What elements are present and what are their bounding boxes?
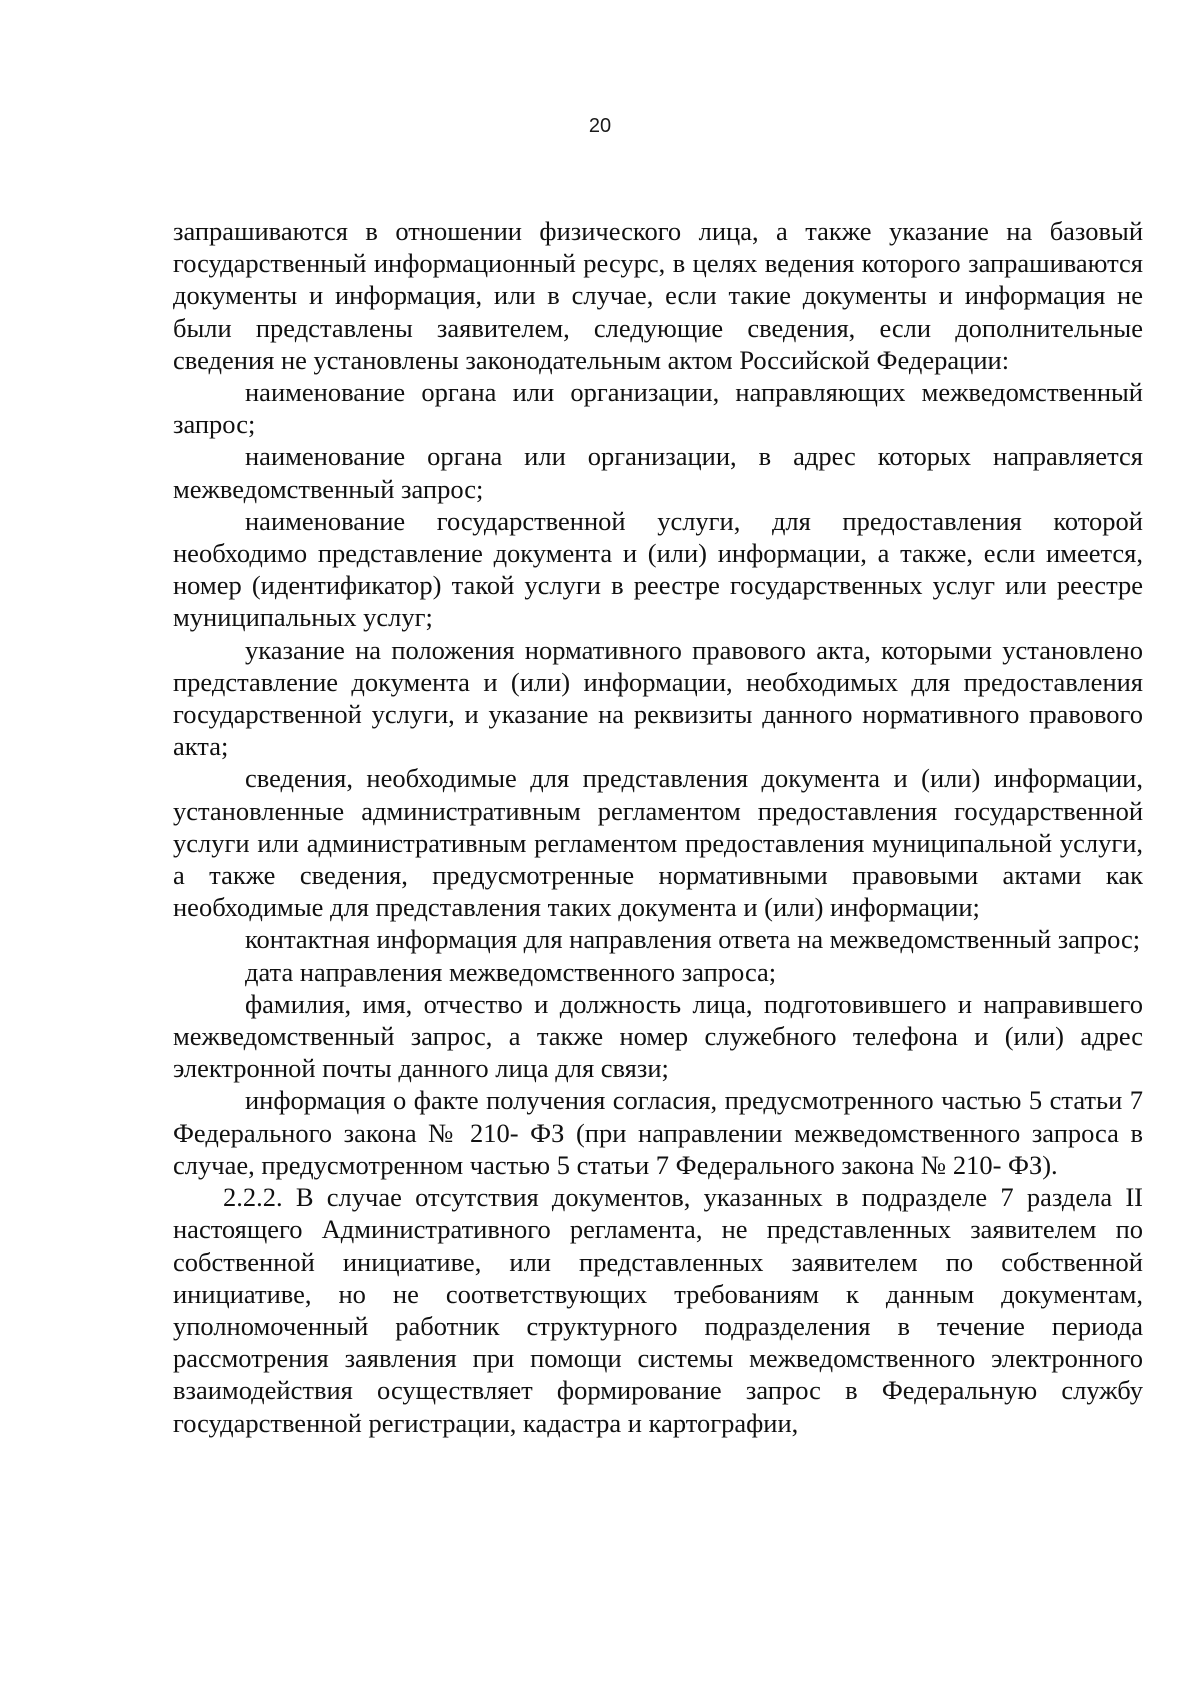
paragraph-request-date: дата направления межведомственного запроса;: [245, 956, 777, 987]
document-body: [173, 215, 1143, 1439]
paragraph-legal-act: указание на положения нормативного правового акта, которыми установлено представление документа и (или) информации, необходимых для предоставления государственной услуги, и указание на реквизиты данного нормативного правового акта;: [173, 634, 1143, 762]
paragraph-consent-info: информация о факте получения согласия, предусмотренного частью 5 статьи 7 Федерального закона № 210- ФЗ (при направлении межведомственного запроса в случае, предусмотренном частью 5 статьи 7 Федерального закона № 210- ФЗ).: [173, 1085, 1143, 1180]
paragraph-contact-info: контактная информация для направления ответа на межведомственный запрос;: [245, 924, 1141, 955]
paragraph-requesting-body: наименование органа или организации, направляющих межведомственный запрос;: [173, 377, 1143, 440]
paragraph-required-info: сведения, необходимые для представления документа и (или) информации, установленные административным регламентом предоставления государственной услуги или административным регламентом предоставления муниципальной услуги, а также сведения, предусмотренные нормативными правовыми актами как необходимые для представления таких документа и (или) информации;: [173, 763, 1143, 923]
paragraph-section-2-2-2: 2.2.2. В случае отсутствия документов, указанных в подразделе 7 раздела II настоящего Административного регламента, не представленных заявителем по собственной инициативе, или представленных заявителем по собственной инициативе, но не соответствующих требованиям к данным документам, уполномоченный работник структурного подразделения в течение периода рассмотрения заявления при помощи системы межведомственного электронного взаимодействия осуществляет формирование запрос в Федеральную службу государственной регистрации, кадастра и картографии,: [173, 1182, 1143, 1438]
page-number: 20: [588, 115, 612, 137]
paragraph-responsible-person: фамилия, имя, отчество и должность лица, подготовившего и направившего межведомственный запрос, а также номер служебного телефона и (или) адрес электронной почты данного лица для связи;: [173, 988, 1143, 1084]
paragraph-addressee-body: наименование органа или организации, в адрес которых направляется межведомственный запрос;: [173, 441, 1143, 504]
paragraph-service-name: наименование государственной услуги, для предоставления которой необходимо представление документа и (или) информации, а также, если имеется, номер (идентификатор) такой услуги в реестре государственных услуг или реестре муниципальных услуг;: [173, 505, 1143, 633]
paragraph-intro: запрашиваются в отношении физического лица, а также указание на базовый государственный информационный ресурс, в целях ведения которого запрашиваются документы и информация, или в случае, если такие документы и информация не были представлены заявителем, следующие сведения, если дополнительные сведения не установлены законодательным актом Российской Федерации:: [173, 216, 1143, 375]
